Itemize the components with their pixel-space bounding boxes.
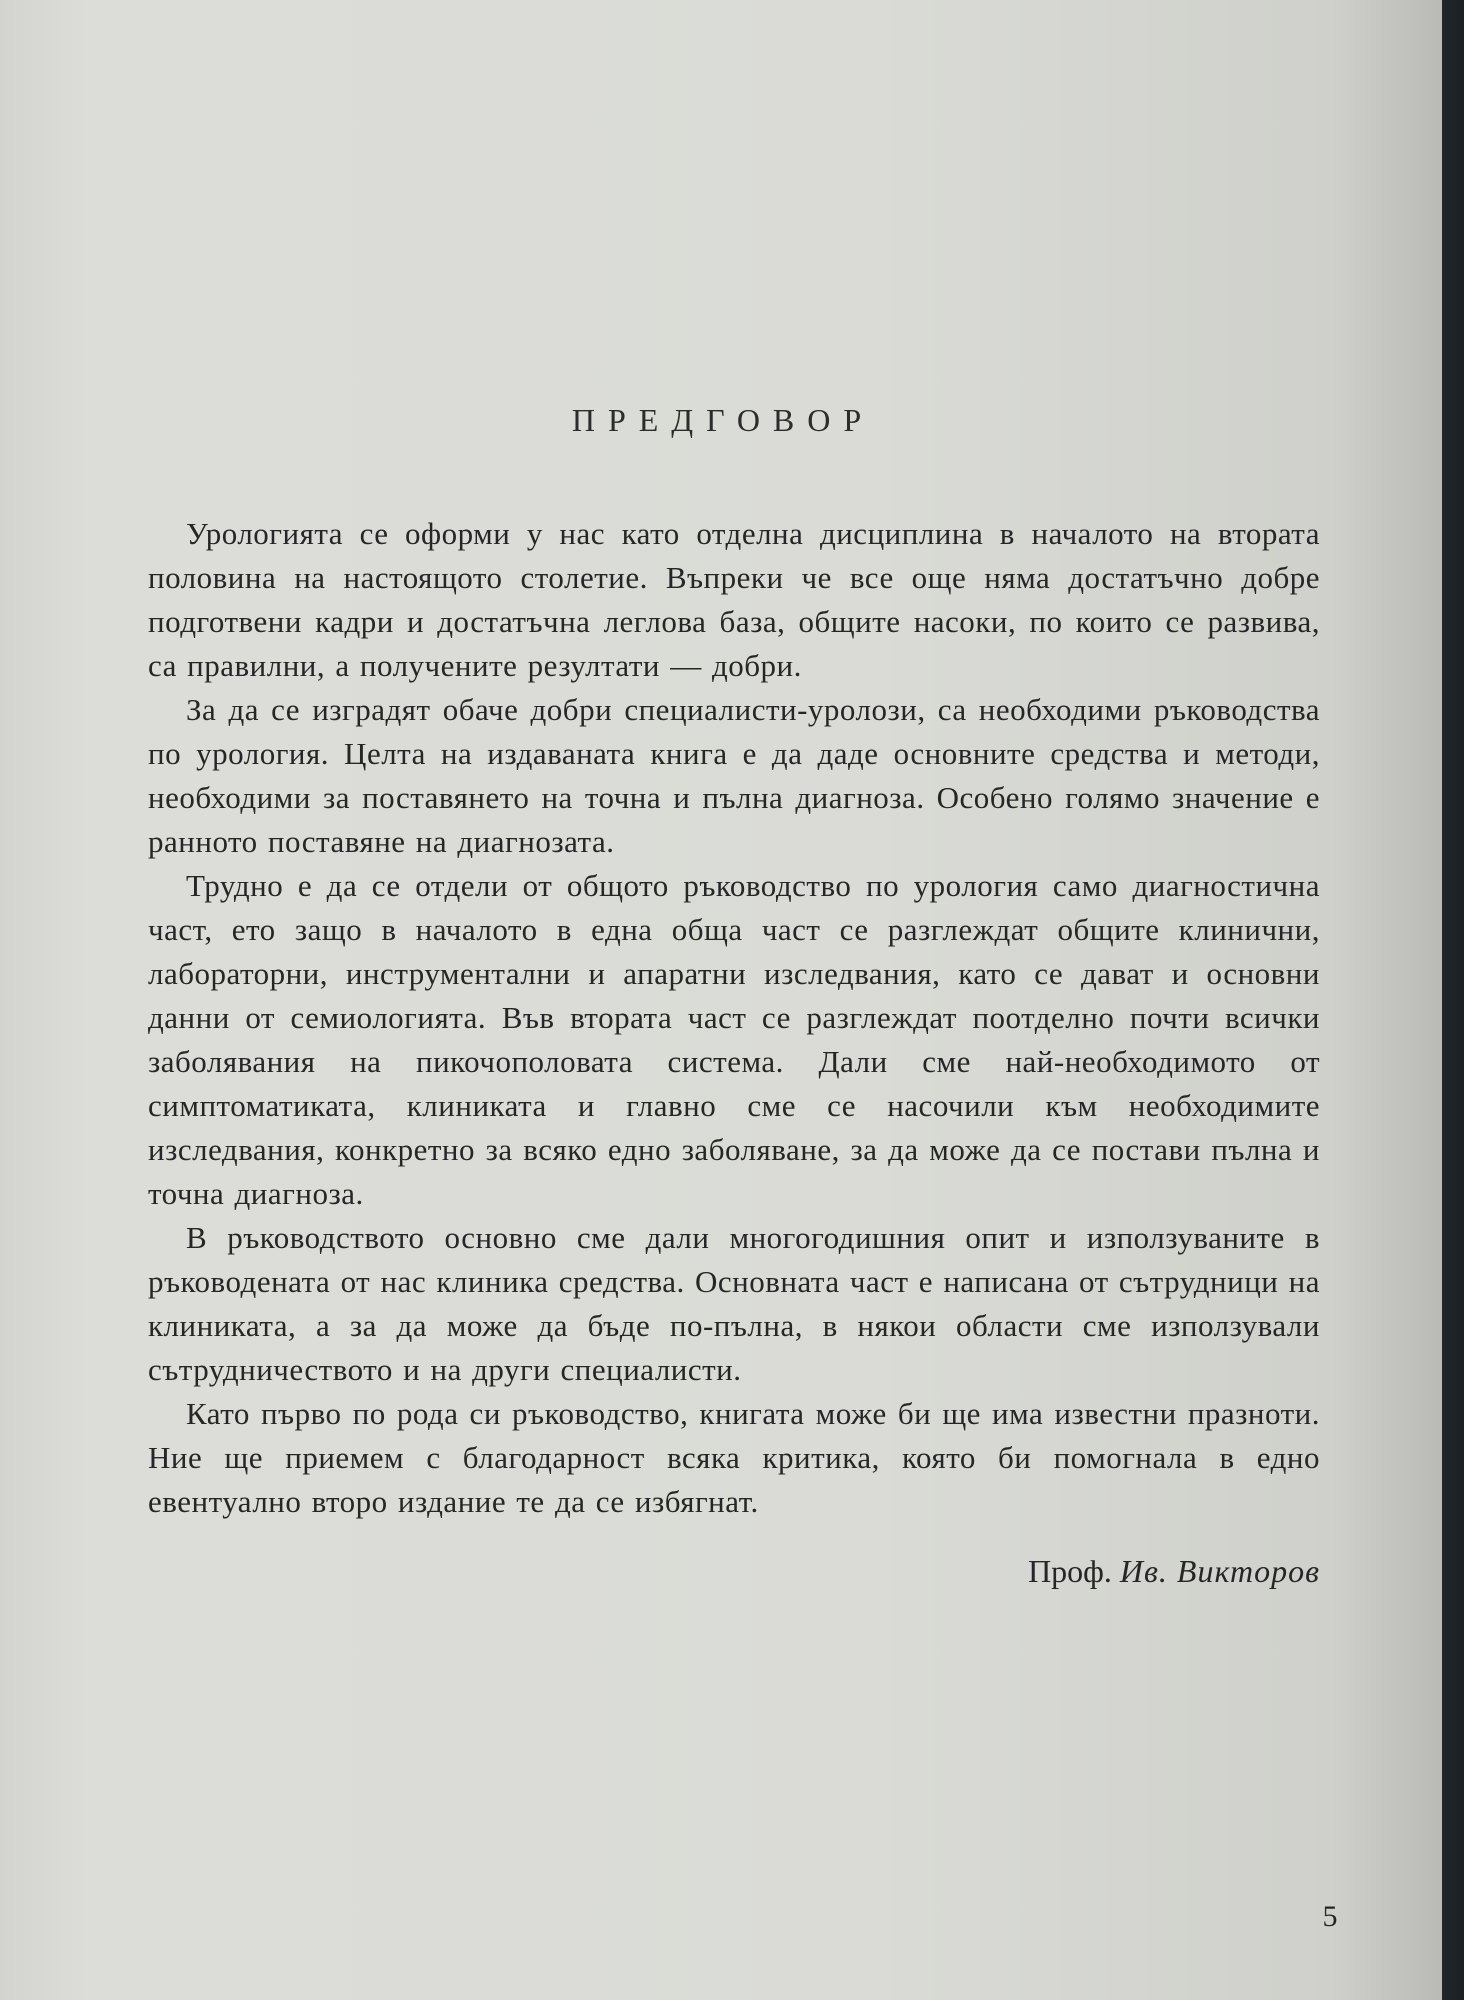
author-signature xyxy=(148,1553,1320,1590)
page-number: 5 xyxy=(1322,1900,1338,1933)
paragraph-4: В ръководството основно сме дали многогодишния опит и използуваните в ръководената от нас клиника средства. Основната част е написана от сътрудници на клиниката, а за да може да бъде по-пълна, в някои области сме използували сътрудничеството и на други специалисти. xyxy=(148,1220,1320,1387)
paragraph-3: Трудно е да се отдели от общото ръководство по урология само диагностична част, ето защо в началото в една обща част се разглеждат общите клинични, лабораторни, инструментални и апаратни изследвания, като се дават и основни данни от семиологията. Във втората част се разглеждат поотделно почти всички заболявания на пикочополовата система. Дали сме най-необходимото от симптоматиката, клиниката и главно сме се насочили към необходимите изследвания, конкретно за всяко едно заболяване, за да може да се постави пълна и точна диагноза. xyxy=(148,868,1320,1211)
paragraph-1: Урологията се оформи у нас като отделна дисциплина в началото на втората половина на настоящото столетие. Въпреки че все още няма достатъчно добре подготвени кадри и достатъчна леглова база, общите насоки, по които се развива, са правилни, а получените резултати — добри. xyxy=(148,516,1320,683)
author-name: Ив. Викторов xyxy=(1119,1553,1320,1589)
page-title: ПРЕДГОВОР xyxy=(571,402,875,438)
preface-body xyxy=(148,512,1320,1524)
book-spine xyxy=(1442,0,1464,2000)
author-title: Проф. xyxy=(1028,1553,1112,1589)
paragraph-5: Като първо по рода си ръководство, книгата може би ще има известни празноти. Ние ще приемем с благодарност всяка критика, която би помогнала в едно евентуално второ издание те да се избягнат. xyxy=(148,1396,1320,1519)
paragraph-2: За да се изградят обаче добри специалисти-уролози, са необходими ръководства по урология. Целта на издаваната книга е да даде основните средства и методи, необходими за поставянето на точна и пълна диагноза. Особено голямо значение е ранното поставяне на диагнозата. xyxy=(148,692,1320,859)
